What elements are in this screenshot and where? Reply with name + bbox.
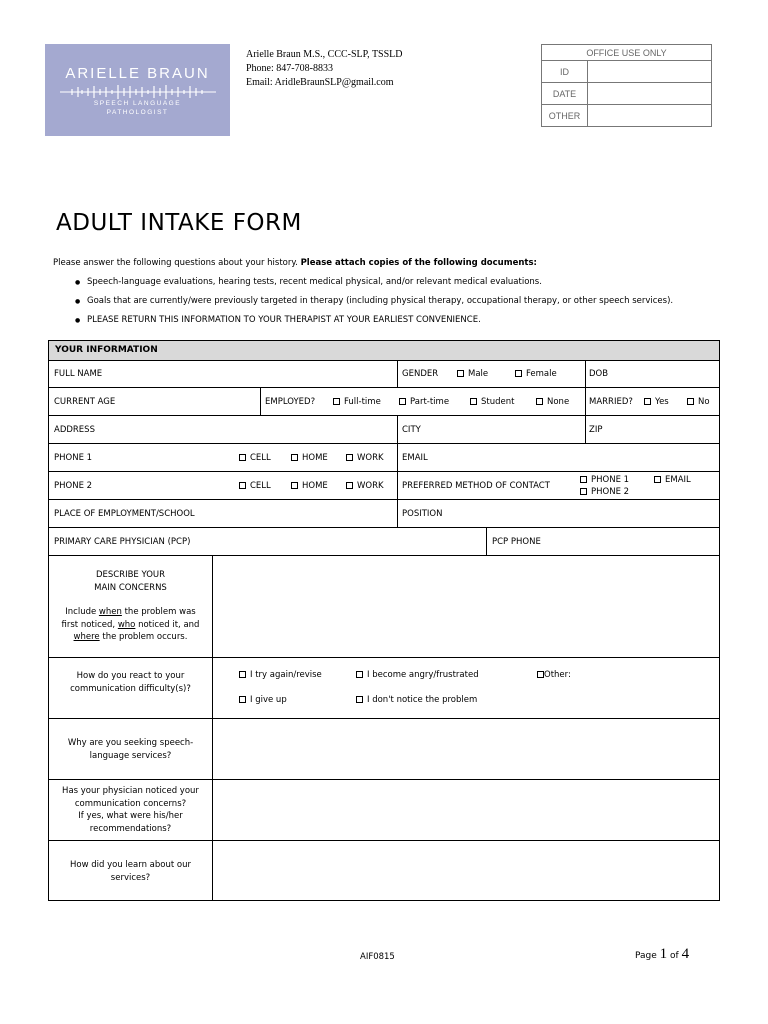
preferred-phone2-checkbox[interactable] xyxy=(580,487,629,498)
react-try-again-checkbox[interactable] xyxy=(239,670,322,681)
form-code: AIF0815 xyxy=(360,952,395,962)
learn-answer-field[interactable] xyxy=(213,841,720,901)
seeking-answer-field[interactable] xyxy=(213,719,720,779)
section-header: YOUR INFORMATION xyxy=(49,341,719,360)
react-give-up-checkbox[interactable] xyxy=(239,695,287,706)
employed-student-checkbox[interactable] xyxy=(470,397,514,408)
employed-label: EMPLOYED? xyxy=(265,397,316,407)
preferred-phone1-checkbox[interactable] xyxy=(580,475,629,486)
logo-subtitle-line2: PATHOLOGIST xyxy=(106,109,169,116)
concerns-instructions-line3: where the problem occurs. xyxy=(73,632,188,642)
office-date-field[interactable] xyxy=(588,83,712,105)
checkbox-icon xyxy=(239,454,246,461)
preferred-contact-label: PREFERRED METHOD OF CONTACT xyxy=(402,481,550,491)
concerns-instructions-line2: first noticed, who noticed it, and xyxy=(61,619,200,630)
intro-plain: Please answer the following questions about your history. xyxy=(53,258,298,268)
concerns-prompt xyxy=(49,569,212,644)
react-line1: How do you react to your xyxy=(76,671,185,681)
logo-subtitle-line1: SPEECH LANGUAGE xyxy=(93,100,182,107)
checkbox-icon xyxy=(333,398,340,405)
checkbox-icon xyxy=(457,370,464,377)
react-other-label: Other: xyxy=(544,670,571,680)
checkbox-icon xyxy=(537,671,544,678)
who-underline: who xyxy=(117,619,136,630)
concerns-line2: MAIN CONCERNS xyxy=(94,582,167,593)
phone1-home-checkbox[interactable] xyxy=(291,453,328,464)
concerns-line1: DESCRIBE YOUR xyxy=(95,570,166,580)
married-no-checkbox[interactable] xyxy=(687,397,710,408)
phone1-work-label: WORK xyxy=(357,453,384,463)
page-current: 1 xyxy=(659,946,668,962)
contact-name: Arielle Braun M.S., CCC-SLP, TSSLD xyxy=(246,49,403,60)
react-other-checkbox[interactable] xyxy=(537,670,571,681)
physician-line4: recommendations? xyxy=(89,823,172,834)
learn-line1: How did you learn about our xyxy=(70,860,191,870)
checkbox-icon xyxy=(239,696,246,703)
current-age-label: CURRENT AGE xyxy=(54,397,116,407)
employment-label: PLACE OF EMPLOYMENT/SCHOOL xyxy=(54,509,195,519)
react-give-up-label: I give up xyxy=(250,695,287,705)
phone2-cell-checkbox[interactable] xyxy=(239,481,271,492)
where-underline: where xyxy=(73,632,100,642)
react-prompt xyxy=(49,670,212,695)
checkbox-icon xyxy=(687,398,694,405)
contact-info xyxy=(246,48,403,90)
gender-label: GENDER xyxy=(402,369,439,379)
soundwave-icon xyxy=(60,85,216,99)
checkbox-icon xyxy=(536,398,543,405)
learn-line2: services? xyxy=(110,872,151,883)
when-underline: when xyxy=(98,607,122,617)
physician-prompt xyxy=(49,785,212,835)
checkbox-icon xyxy=(470,398,477,405)
page-total: 4 xyxy=(681,946,690,962)
react-angry-label: I become angry/frustrated xyxy=(367,670,479,680)
list-item: ● Goals that are currently/were previously targeted in therapy (including physical therapy, occupational therapy, or other speech services). xyxy=(75,296,673,315)
react-angry-checkbox[interactable] xyxy=(356,670,479,681)
zip-label: ZIP xyxy=(589,425,603,435)
gender-male-label: Male xyxy=(468,369,489,379)
concerns-instructions-line1: Include when the problem was xyxy=(65,607,196,617)
preferred-email-checkbox[interactable] xyxy=(654,475,691,486)
phone2-home-label: HOME xyxy=(302,481,328,491)
physician-answer-field[interactable] xyxy=(213,780,720,840)
document-list xyxy=(75,277,673,334)
intro-bold: Please attach copies of the following documents: xyxy=(300,258,537,268)
phone2-home-checkbox[interactable] xyxy=(291,481,328,492)
employed-full-time-checkbox[interactable] xyxy=(333,397,381,408)
react-dont-notice-checkbox[interactable] xyxy=(356,695,477,706)
seeking-prompt xyxy=(49,737,212,762)
none-label: None xyxy=(547,397,570,407)
office-date-label: DATE xyxy=(542,83,588,105)
student-label: Student xyxy=(481,397,515,407)
checkbox-icon xyxy=(239,671,246,678)
phone1-cell-label: CELL xyxy=(250,453,271,463)
employed-part-time-checkbox[interactable] xyxy=(399,397,449,408)
phone1-label: PHONE 1 xyxy=(54,453,93,463)
gender-female-checkbox[interactable] xyxy=(515,369,557,380)
seeking-line1: Why are you seeking speech- xyxy=(67,738,194,748)
concerns-answer-field[interactable] xyxy=(213,556,720,657)
checkbox-icon xyxy=(356,696,363,703)
phone1-cell-checkbox[interactable] xyxy=(239,453,271,464)
checkbox-icon xyxy=(399,398,406,405)
email-label: EMAIL xyxy=(402,453,428,463)
office-use-table xyxy=(541,44,712,127)
seeking-line2: language services? xyxy=(89,750,172,761)
logo-name: ARIELLE BRAUN xyxy=(65,65,210,82)
checkbox-icon xyxy=(515,370,522,377)
phone1-work-checkbox[interactable] xyxy=(346,453,384,464)
office-id-label: ID xyxy=(542,61,588,83)
react-line2: communication difficulty(s)? xyxy=(70,683,191,694)
list-item: ● PLEASE RETURN THIS INFORMATION TO YOUR THERAPIST AT YOUR EARLIEST CONVENIENCE. xyxy=(75,315,673,334)
city-label: CITY xyxy=(402,425,421,435)
gender-female-label: Female xyxy=(526,369,557,379)
checkbox-icon xyxy=(644,398,651,405)
logo xyxy=(45,44,230,136)
married-label: MARRIED? xyxy=(589,397,633,407)
phone2-work-label: WORK xyxy=(357,481,384,491)
react-try-again-label: I try again/revise xyxy=(250,670,322,680)
checkbox-icon xyxy=(239,482,246,489)
physician-line2: communication concerns? xyxy=(74,798,187,809)
full-name-label: FULL NAME xyxy=(54,369,103,379)
contact-phone: Phone: 847-708-8833 xyxy=(246,63,333,74)
physician-line3: If yes, what were his/her xyxy=(78,811,183,821)
office-other-label: OTHER xyxy=(542,105,588,127)
checkbox-icon xyxy=(291,454,298,461)
married-yes-checkbox[interactable] xyxy=(644,397,669,408)
phone2-work-checkbox[interactable] xyxy=(346,481,384,492)
phone2-cell-label: CELL xyxy=(250,481,271,491)
checkbox-icon xyxy=(346,454,353,461)
contact-email: Email: AridleBraunSLP@gmail.com xyxy=(246,77,394,88)
physician-line1: Has your physician noticed your xyxy=(62,786,199,796)
dob-label: DOB xyxy=(589,369,609,379)
checkbox-icon xyxy=(580,488,587,495)
intro-text xyxy=(53,258,537,268)
list-item: ● Speech-language evaluations, hearing tests, recent medical physical, and/or relevant medical evaluations. xyxy=(75,277,673,296)
phone1-home-label: HOME xyxy=(302,453,328,463)
address-label: ADDRESS xyxy=(54,425,95,435)
page-number xyxy=(635,946,689,963)
intake-form xyxy=(48,340,720,901)
office-use-title: OFFICE USE ONLY xyxy=(542,45,712,61)
phone2-label: PHONE 2 xyxy=(54,481,93,491)
preferred-phone2-label: PHONE 2 xyxy=(591,487,630,497)
employed-none-checkbox[interactable] xyxy=(536,397,569,408)
checkbox-icon xyxy=(580,476,587,483)
preferred-phone1-label: PHONE 1 xyxy=(591,475,630,485)
part-time-label: Part-time xyxy=(410,397,450,407)
pcp-phone-label: PCP PHONE xyxy=(492,537,541,547)
office-id-field[interactable] xyxy=(588,61,712,83)
checkbox-icon xyxy=(356,671,363,678)
married-yes-label: Yes xyxy=(655,397,669,407)
preferred-email-label: EMAIL xyxy=(665,475,691,485)
react-dont-notice-label: I don't notice the problem xyxy=(367,695,478,705)
position-label: POSITION xyxy=(402,509,443,519)
page-word: Page xyxy=(635,951,657,961)
checkbox-icon xyxy=(654,476,661,483)
full-time-label: Full-time xyxy=(344,397,381,407)
page-of: of xyxy=(670,951,679,961)
office-other-field[interactable] xyxy=(588,105,712,127)
gender-male-checkbox[interactable] xyxy=(457,369,488,380)
pcp-label: PRIMARY CARE PHYSICIAN (PCP) xyxy=(54,537,191,547)
married-no-label: No xyxy=(698,397,710,407)
learn-prompt xyxy=(49,859,212,884)
checkbox-icon xyxy=(291,482,298,489)
form-title: ADULT INTAKE FORM xyxy=(56,210,302,236)
checkbox-icon xyxy=(346,482,353,489)
